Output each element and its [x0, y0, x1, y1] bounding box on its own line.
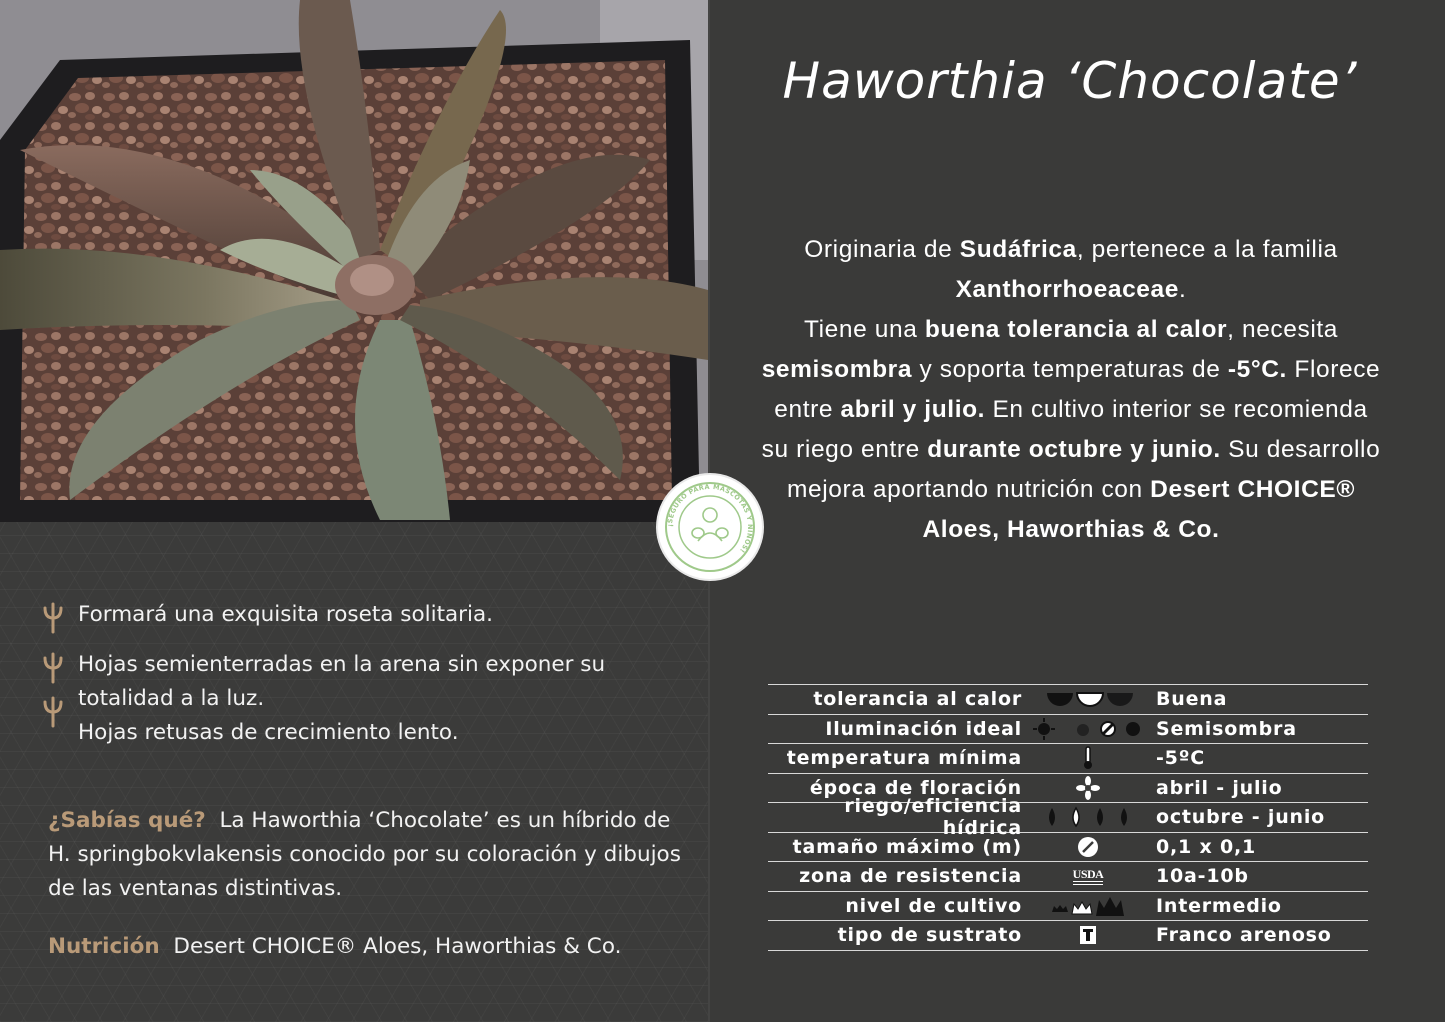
desc-segment: abril y julio.: [840, 396, 986, 423]
pet-child-icon: [692, 508, 728, 541]
desc-segment: Florece entre: [774, 356, 1381, 423]
row-label: época de floración: [809, 776, 1022, 799]
row-label: tolerancia al calor: [813, 688, 1022, 711]
row-label: zona de resistencia: [799, 865, 1022, 888]
sun-icon: [1022, 718, 1154, 740]
plant-photo: [0, 0, 708, 522]
row-value: Intermedio: [1156, 894, 1282, 917]
usda-icon-text: USDA: [1073, 868, 1104, 885]
desc-segment: Su desarrollo mejora aportando nutrición con: [787, 436, 1381, 503]
desc-segment: , necesita: [1227, 316, 1339, 343]
thermometer-icon: [1022, 746, 1154, 770]
size-icon: [1022, 835, 1154, 859]
row-value: 10a-10b: [1156, 865, 1249, 888]
bullet-text: Hojas retusas de crecimiento lento.: [78, 720, 459, 745]
description: [760, 230, 1382, 550]
cactus-bullet-icon: [40, 694, 66, 728]
did-you-know-label: ¿Sabías qué?: [48, 808, 206, 833]
row-value: abril - julio: [1156, 776, 1283, 799]
bullet-text: Formará una exquisita roseta solitaria.: [78, 602, 493, 627]
page-title: Haworthia ‘Chocolate’: [782, 52, 1358, 110]
row-value: Buena: [1156, 688, 1228, 711]
table-row: [768, 685, 1368, 715]
table-row: [768, 921, 1368, 951]
desc-segment: Sudáfrica: [959, 236, 1077, 263]
bullet-text: Hojas semienterradas en la arena sin exponer su totalidad a la luz.: [78, 652, 606, 711]
list-item: [40, 648, 680, 716]
row-value: Franco arenoso: [1156, 924, 1332, 947]
crown-icon: [1022, 894, 1154, 918]
row-label: tamaño máximo (m): [792, 835, 1022, 858]
table-row: [768, 715, 1368, 745]
row-label: Iluminación ideal: [825, 717, 1022, 740]
desc-segment: Originaria de: [804, 236, 960, 263]
desc-segment: buena tolerancia al calor: [924, 316, 1228, 343]
desc-segment: Desert CHOICE® Aloes, Haworthias & Co.: [922, 476, 1355, 543]
list-item: [40, 598, 680, 632]
did-you-know-text: La Haworthia ‘Chocolate’ es un híbrido de H. springbokvlakensis conocido por su coloración y dibujos de las ventanas distintivas.: [48, 808, 681, 901]
row-value: octubre - junio: [1156, 806, 1326, 829]
desc-segment: Xanthorrhoeaceae: [955, 276, 1179, 303]
desc-segment: En cultivo interior se recomienda su riego entre: [761, 396, 1368, 463]
heat-icon: [1022, 689, 1154, 709]
desc-segment: semisombra: [761, 356, 913, 383]
row-value: -5ºC: [1156, 747, 1205, 770]
row-label: riego/eficiencia hídrica: [844, 795, 1022, 840]
badge-text: ¡SEGURO PARA MASCOTAS Y NIÑOS!: [665, 482, 755, 555]
table-row: [768, 833, 1368, 863]
pet-safe-badge: [658, 475, 762, 579]
desc-segment: y soporta temperaturas de: [912, 356, 1228, 383]
desc-segment: Tiene una: [803, 316, 925, 343]
table-row: [768, 795, 1368, 840]
desc-segment: durante octubre y junio.: [927, 436, 1221, 463]
nutrition-label: Nutrición: [48, 934, 160, 959]
desc-segment: , pertenece a la familia: [1076, 236, 1338, 263]
features-list: [40, 598, 680, 750]
desc-segment: -5°C.: [1227, 356, 1287, 383]
substrate-icon: [1022, 925, 1154, 945]
flower-icon: [1022, 776, 1154, 800]
svg-text:¡SEGURO PARA MASCOTAS Y NIÑOS!: [666, 483, 755, 555]
row-label: tipo de sustrato: [837, 924, 1022, 947]
table-row: [768, 892, 1368, 922]
did-you-know: [48, 804, 688, 906]
list-item: [40, 716, 680, 750]
row-value: 0,1 x 0,1: [1156, 835, 1257, 858]
row-label: temperatura mínima: [786, 747, 1022, 770]
nutrition-text: Desert CHOICE® Aloes, Haworthias & Co.: [173, 934, 622, 959]
care-table: [768, 684, 1368, 951]
cactus-bullet-icon: [40, 600, 66, 634]
nutrition: [48, 930, 688, 964]
row-value: Semisombra: [1156, 717, 1297, 740]
desc-segment: .: [1178, 276, 1187, 303]
table-row: [768, 862, 1368, 892]
table-row: [768, 744, 1368, 774]
water-drops-icon: [1022, 806, 1154, 828]
row-label: nivel de cultivo: [845, 894, 1022, 917]
usda-icon: [1022, 868, 1154, 885]
cactus-bullet-icon: [40, 650, 66, 684]
